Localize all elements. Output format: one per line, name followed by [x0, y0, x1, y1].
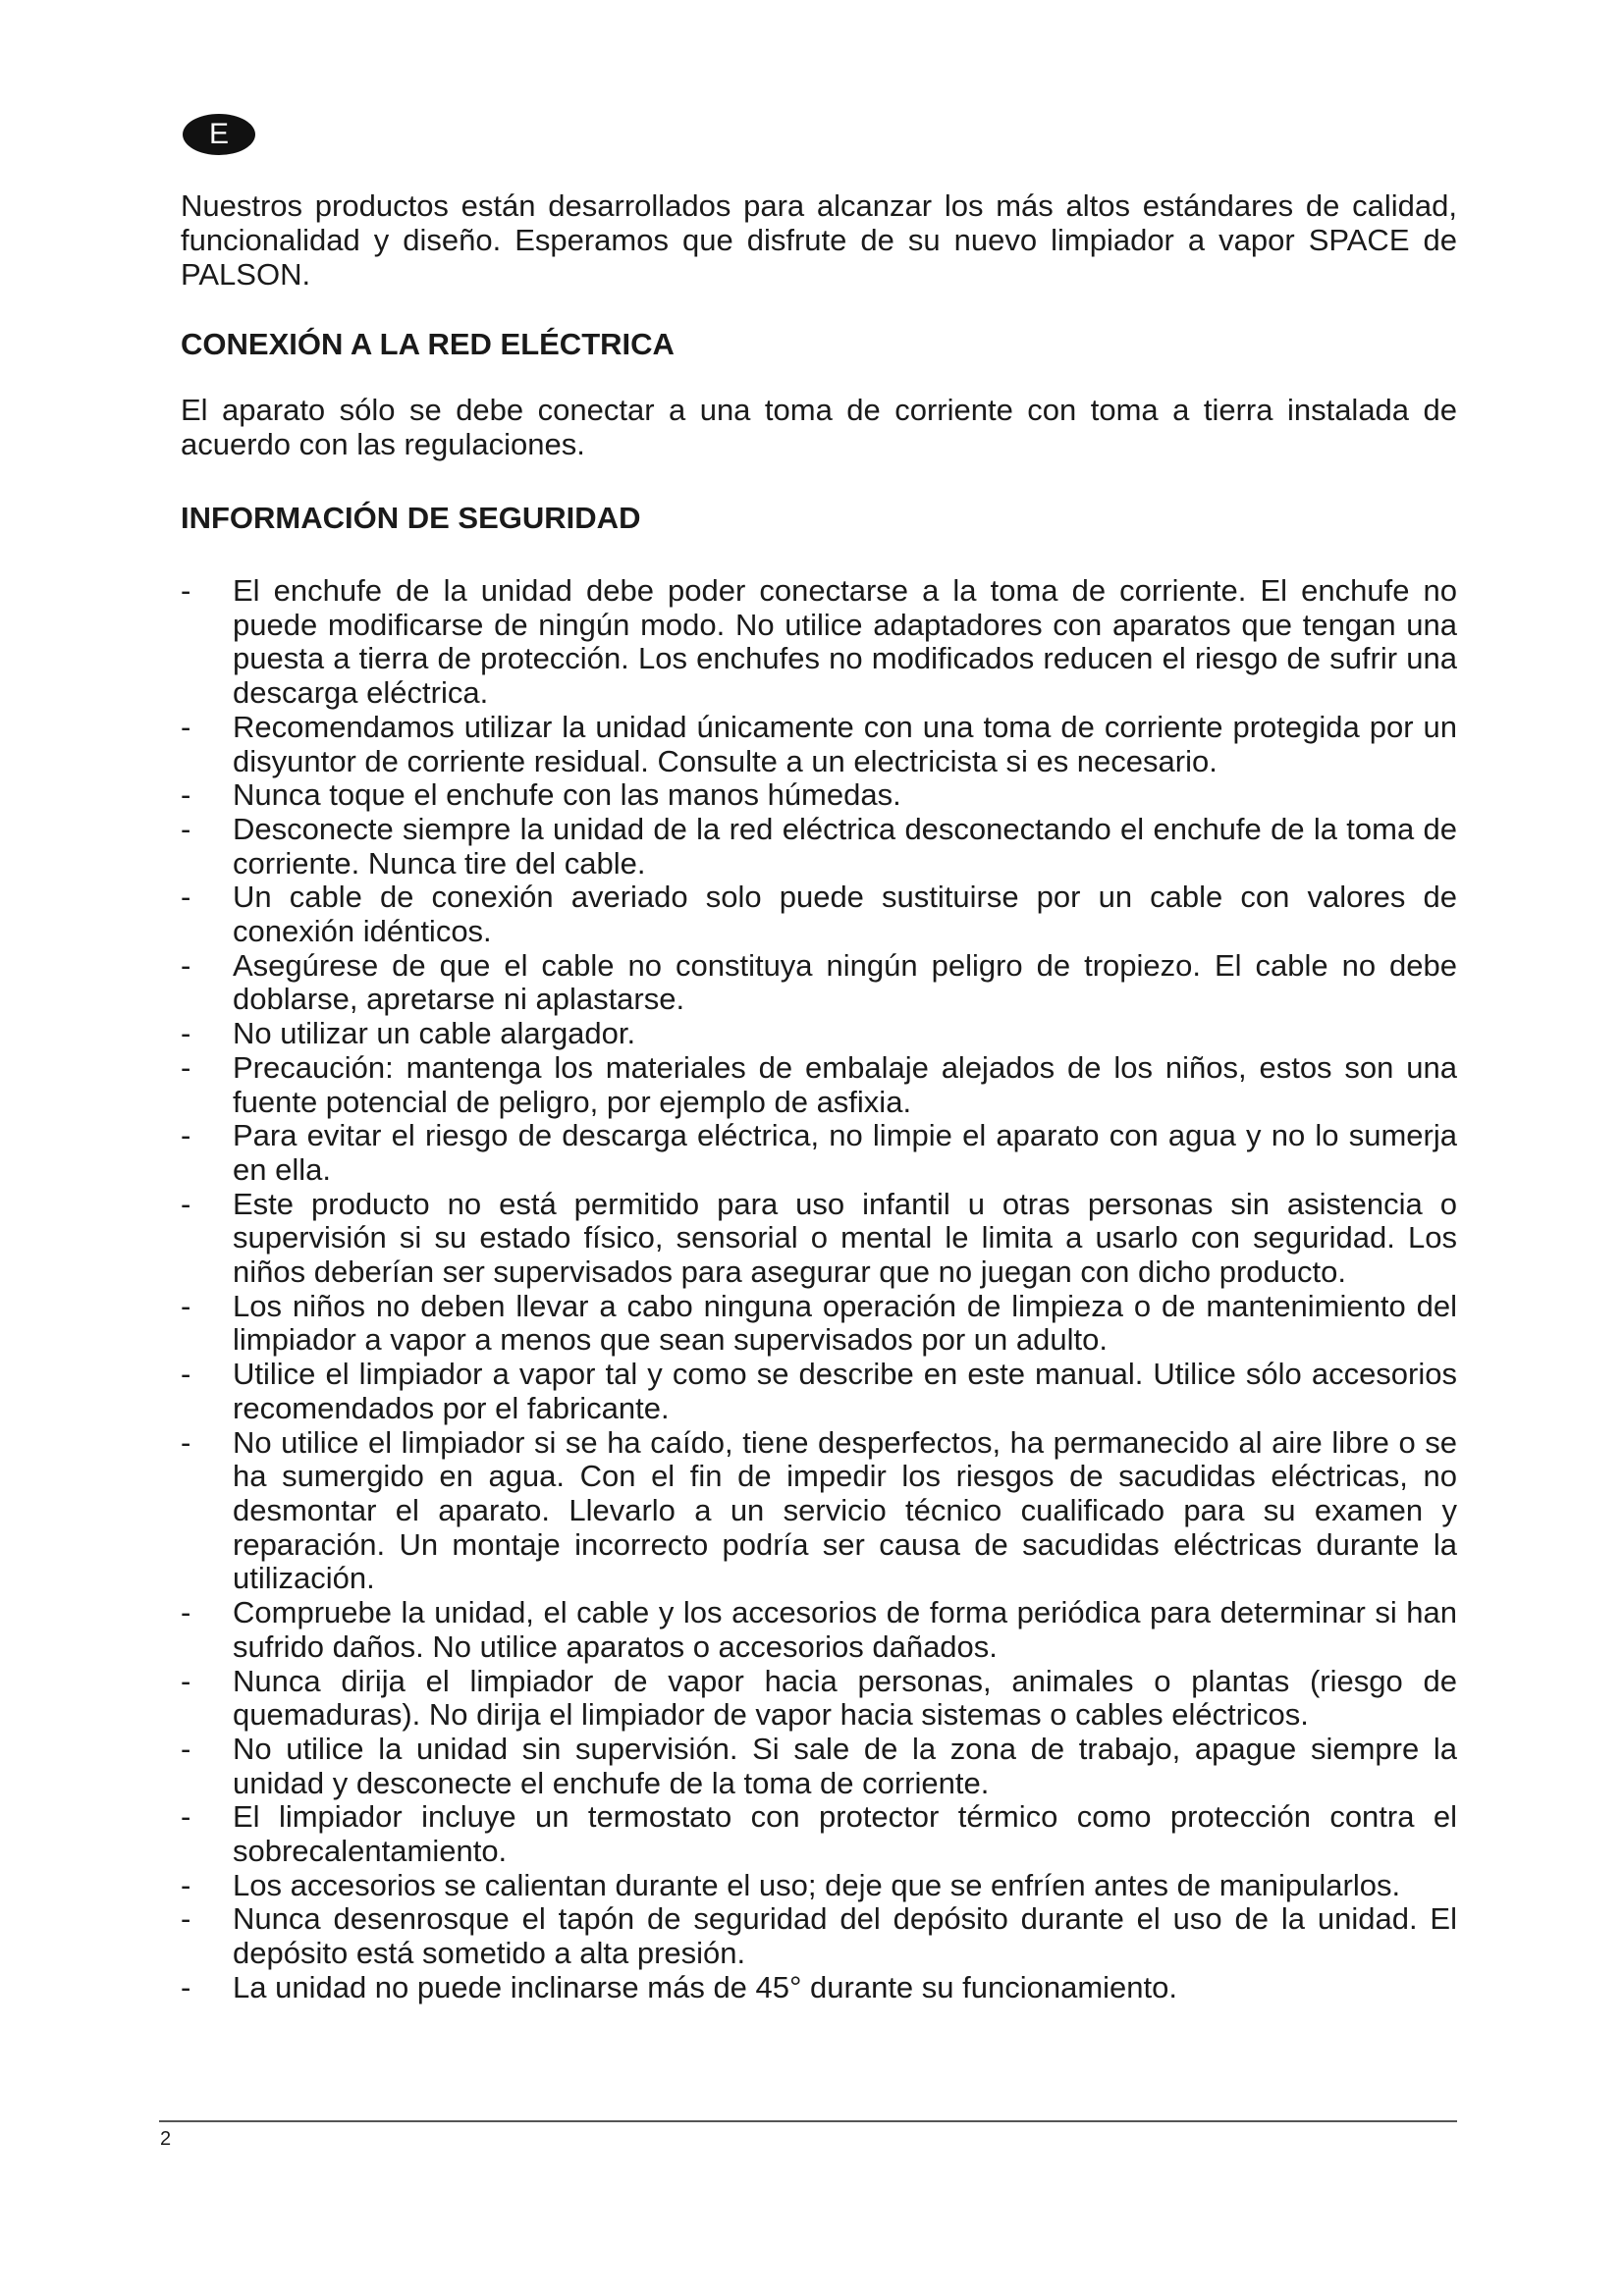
- safety-item: [181, 1051, 1457, 1119]
- safety-item-text: Nunca toque el enchufe con las manos húmedas.: [233, 777, 901, 813]
- safety-item-text: Este producto no está permitido para uso infantil u otras personas sin asistencia o supervisión si su estado físico, sensorial o mental le limita a usarlo con seguridad. Los niños deberían ser supervisados para asegurar que no juegan con dicho producto.: [233, 1186, 1457, 1290]
- safety-item-text: La unidad no puede inclinarse más de 45° durante su funcionamiento.: [233, 1969, 1177, 2004]
- safety-item-text: No utilizar un cable alargador.: [233, 1016, 636, 1051]
- safety-item: [181, 1017, 1457, 1051]
- dash-marker: -: [181, 1357, 191, 1392]
- safety-item-text: No utilice la unidad sin supervisión. Si sale de la zona de trabajo, apague siempre la unidad y desconecte el enchufe de la toma de corriente.: [233, 1731, 1457, 1800]
- safety-item-text: Utilice el limpiador a vapor tal y como se describe en este manual. Utilice sólo accesorios recomendados por el fabricante.: [233, 1357, 1457, 1425]
- safety-item-text: El limpiador incluye un termostato con protector térmico como protección contra el sobrecalentamiento.: [233, 1799, 1457, 1869]
- language-badge-label: E: [208, 118, 229, 150]
- safety-item: [181, 1188, 1457, 1290]
- safety-item: [181, 1869, 1457, 1903]
- safety-item-text: Para evitar el riesgo de descarga eléctrica, no limpie el aparato con agua y no lo sumerja en ella.: [233, 1118, 1457, 1187]
- dash-marker: -: [181, 1118, 191, 1153]
- dash-marker: -: [181, 1595, 191, 1630]
- safety-item-text: Precaución: mantenga los materiales de embalaje alejados de los niños, estos son una fuente potencial de peligro, por ejemplo de asfixia.: [233, 1049, 1457, 1119]
- safety-item: [181, 949, 1457, 1017]
- dash-marker: -: [181, 1424, 191, 1460]
- safety-item: [181, 1596, 1457, 1664]
- safety-heading: INFORMACIÓN DE SEGURIDAD: [181, 501, 641, 535]
- dash-marker: -: [181, 1799, 191, 1835]
- safety-item: [181, 1358, 1457, 1425]
- dash-marker: -: [181, 811, 191, 846]
- safety-item: [181, 1902, 1457, 1970]
- safety-list: [181, 574, 1457, 2005]
- connection-paragraph: El aparato sólo se debe conectar a una toma de corriente con toma a tierra instalada de acuerdo con las regulaciones.: [181, 393, 1457, 461]
- intro-paragraph: Nuestros productos están desarrollados para alcanzar los más altos estándares de calidad, funcionalidad y diseño. Esperamos que disfrute de su nuevo limpiador a vapor SPACE de PALSON.: [181, 188, 1457, 292]
- safety-item-text: Nunca dirija el limpiador de vapor hacia personas, animales o plantas (riesgo de quemaduras). No dirija el limpiador de vapor hacia sistemas o cables eléctricos.: [233, 1663, 1457, 1733]
- safety-item-text: No utilice el limpiador si se ha caído, tiene desperfectos, ha permanecido al aire libre o se ha sumergido en agua. Con el fin de impedir los riesgos de sacudidas eléctricas, no desmontar el aparato. Llevarlo a un servicio técnico cualificado para su examen y reparación. Un montaje incorrecto podría ser causa de sacudidas eléctricas durante la utilización.: [233, 1424, 1457, 1596]
- dash-marker: -: [181, 709, 191, 744]
- connection-heading: CONEXIÓN A LA RED ELÉCTRICA: [181, 327, 675, 361]
- safety-item: [181, 1290, 1457, 1358]
- safety-item: [181, 1665, 1457, 1733]
- safety-item: [181, 711, 1457, 778]
- safety-item: [181, 1119, 1457, 1187]
- dash-marker: -: [181, 1969, 191, 2004]
- safety-item-text: Desconecte siempre la unidad de la red eléctrica desconectando el enchufe de la toma de corriente. Nunca tire del cable.: [233, 811, 1457, 881]
- safety-item: [181, 881, 1457, 948]
- safety-item: [181, 1733, 1457, 1800]
- safety-item-text: Los accesorios se calientan durante el uso; deje que se enfríen antes de manipularlos.: [233, 1867, 1401, 1902]
- dash-marker: -: [181, 1867, 191, 1902]
- dash-marker: -: [181, 1663, 191, 1698]
- safety-item-text: Recomendamos utilizar la unidad únicamente con una toma de corriente protegida por un disyuntor de corriente residual. Consulte a un electricista si es necesario.: [233, 709, 1457, 778]
- dash-marker: -: [181, 1901, 191, 1937]
- dash-marker: -: [181, 573, 191, 608]
- dash-marker: -: [181, 1731, 191, 1766]
- dash-marker: -: [181, 777, 191, 813]
- language-badge: [183, 114, 255, 155]
- safety-item: [181, 1800, 1457, 1868]
- safety-item-text: Un cable de conexión averiado solo puede sustituirse por un cable con valores de conexión idénticos.: [233, 880, 1457, 949]
- safety-item-text: Compruebe la unidad, el cable y los accesorios de forma periódica para determinar si han sufrido daños. No utilice aparatos o accesorios dañados.: [233, 1595, 1457, 1664]
- dash-marker: -: [181, 1186, 191, 1221]
- safety-item-text: Nunca desenrosque el tapón de seguridad del depósito durante el uso de la unidad. El depósito está sometido a alta presión.: [233, 1901, 1457, 1971]
- dash-marker: -: [181, 1049, 191, 1085]
- safety-item: [181, 574, 1457, 711]
- safety-item: [181, 1426, 1457, 1597]
- footer-divider: [159, 2120, 1457, 2122]
- page-content: [181, 188, 1457, 2005]
- dash-marker: -: [181, 1016, 191, 1051]
- safety-item: [181, 813, 1457, 881]
- safety-item-text: Los niños no deben llevar a cabo ninguna operación de limpieza o de mantenimiento del limpiador a vapor a menos que sean supervisados por un adulto.: [233, 1288, 1457, 1358]
- dash-marker: -: [181, 947, 191, 983]
- dash-marker: -: [181, 1288, 191, 1323]
- dash-marker: -: [181, 880, 191, 915]
- safety-item: [181, 1971, 1457, 2005]
- safety-item-text: Asegúrese de que el cable no constituya ningún peligro de tropiezo. El cable no debe doblarse, apretarse ni aplastarse.: [233, 947, 1457, 1017]
- safety-item-text: El enchufe de la unidad debe poder conectarse a la toma de corriente. El enchufe no puede modificarse de ningún modo. No utilice adaptadores con aparatos que tengan una puesta a tierra de protección. Los enchufes no modificados reducen el riesgo de sufrir una descarga eléctrica.: [233, 573, 1457, 711]
- page-number: 2: [160, 2128, 172, 2150]
- safety-item: [181, 778, 1457, 813]
